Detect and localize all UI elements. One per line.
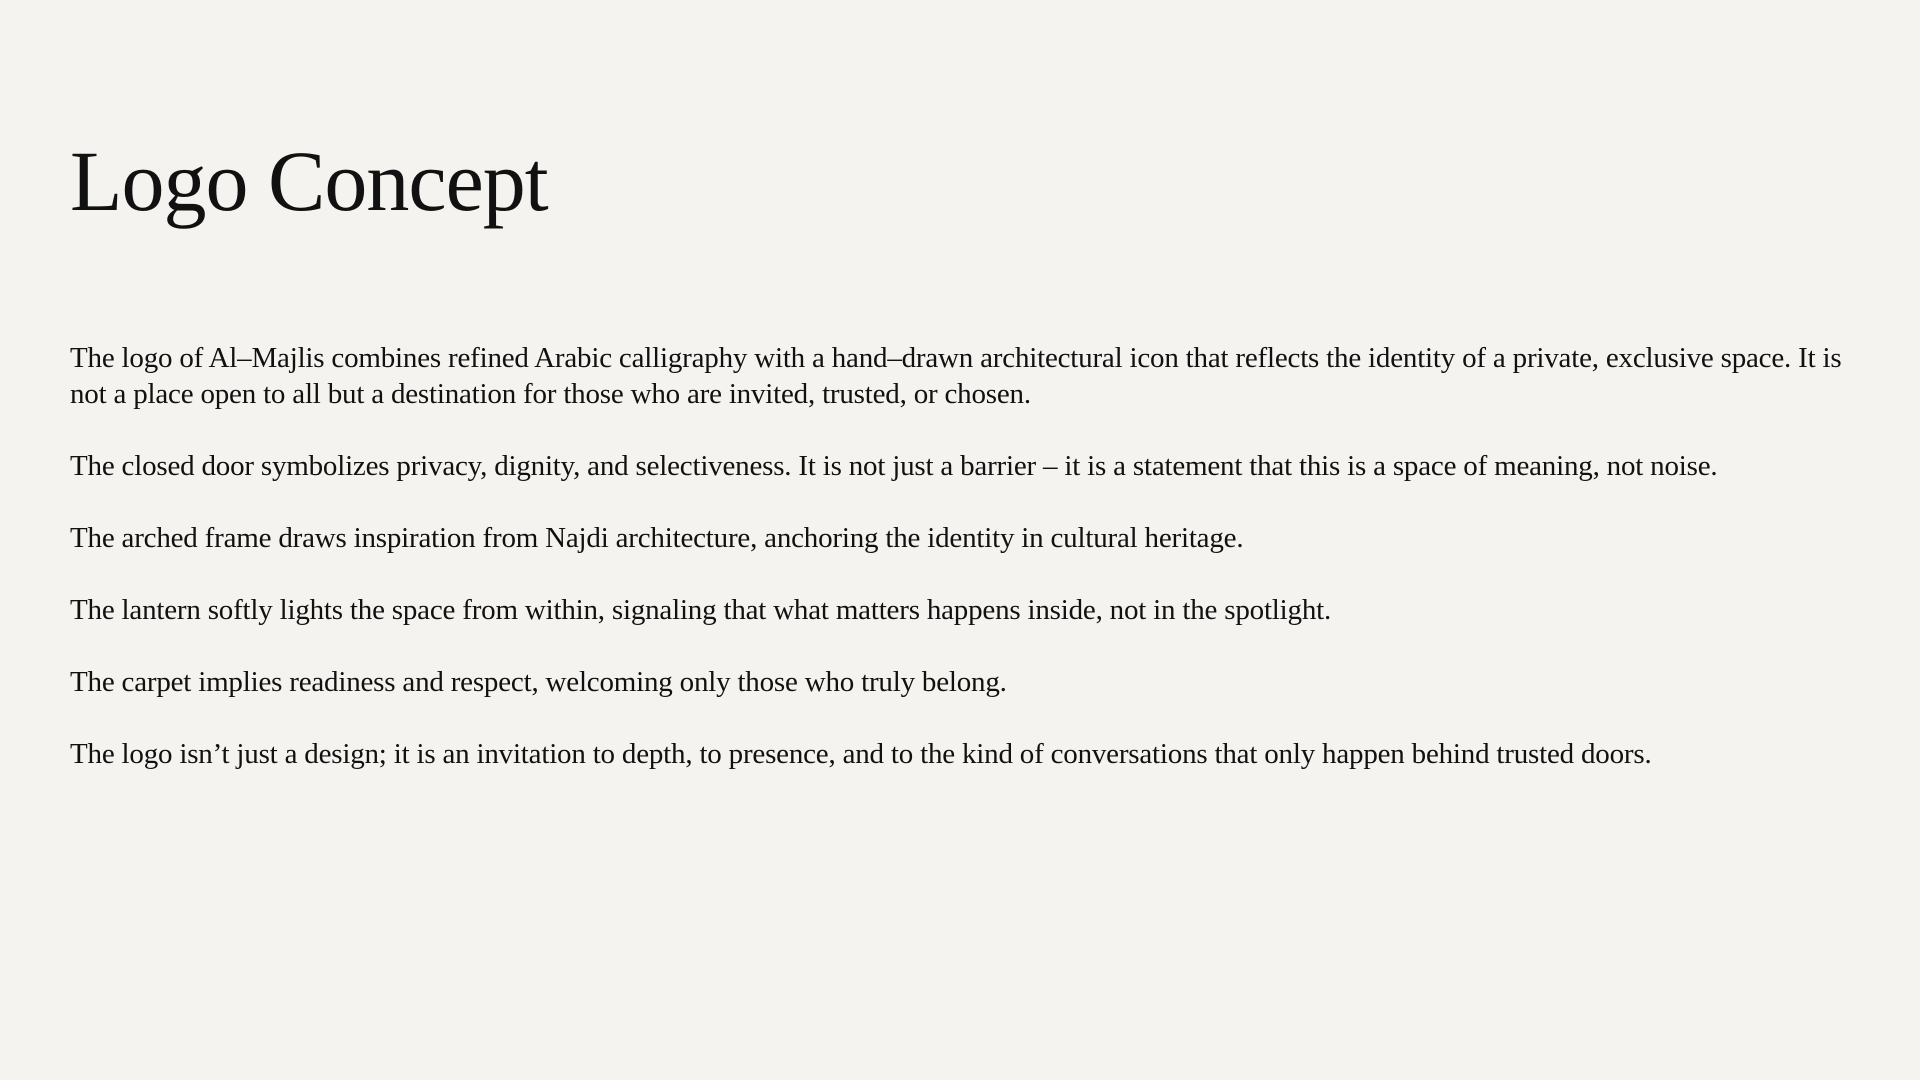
paragraph-carpet: The carpet implies readiness and respect, welcoming only those who truly belong. bbox=[70, 666, 1007, 698]
body-text bbox=[70, 340, 1870, 808]
paragraph-arched-frame: The arched frame draws inspiration from Najdi architecture, anchoring the identity in cultural heritage. bbox=[70, 522, 1244, 554]
paragraph-intro: The logo of Al–Majlis combines refined Arabic calligraphy with a hand–drawn architectural icon that reflects the identity of a private, exclusive space. It is not a place open to all but a destination for those who are invited, trusted, or chosen. bbox=[70, 342, 1842, 410]
paragraph-lantern: The lantern softly lights the space from within, signaling that what matters happens inside, not in the spotlight. bbox=[70, 594, 1332, 626]
paragraph-conclusion: The logo isn’t just a design; it is an invitation to depth, to presence, and to the kind of conversations that only happen behind trusted doors. bbox=[70, 738, 1652, 770]
page-title: Logo Concept bbox=[70, 133, 548, 229]
paragraph-closed-door: The closed door symbolizes privacy, dignity, and selectiveness. It is not just a barrier – it is a statement that this is a space of meaning, not noise. bbox=[70, 450, 1718, 482]
